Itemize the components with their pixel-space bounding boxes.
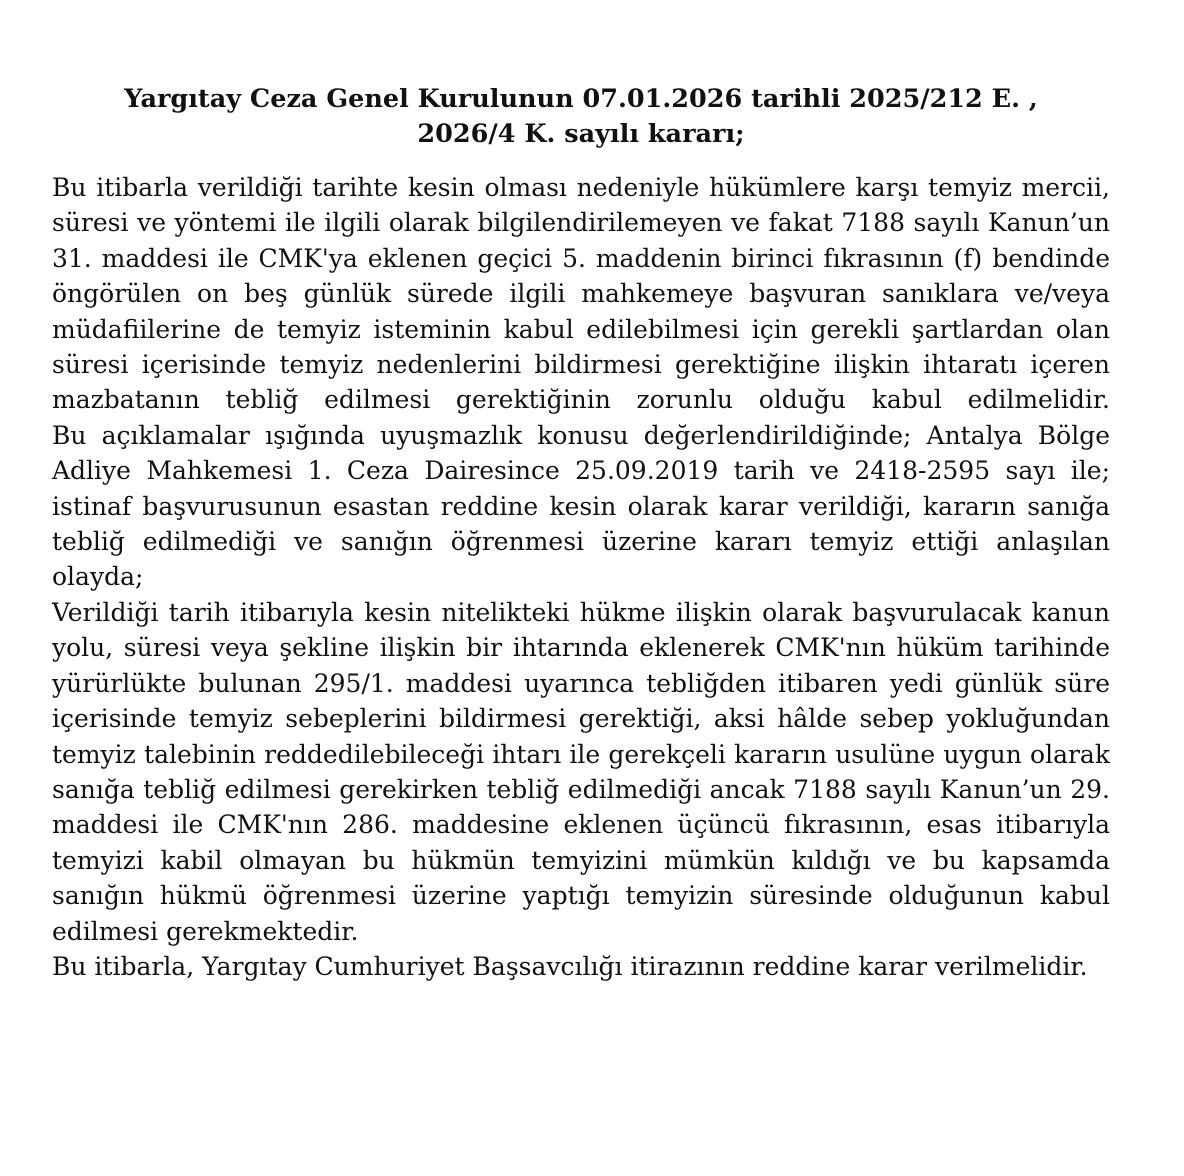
paragraph-4: Bu itibarla, Yargıtay Cumhuriyet Başsavcılığı itirazının reddine karar verilmelidir. — [52, 951, 1088, 981]
document-page — [52, 82, 1110, 984]
paragraph-1: Bu itibarla verildiği tarihte kesin olması nedeniyle hükümlere karşı temyiz mercii, süresi ve yöntemi ile ilgili olarak bilgilendirilemeyen ve fakat 7188 sayılı Kanun’un 31. maddesi ile CMK'ya eklenen geçici 5. maddenin birinci fıkrasının (f) bendinde öngörülen on beş günlük sürede ilgili mahkemeye başvuran sanıklara ve/veya müdafiilerine de temyiz isteminin kabul edilebilmesi için gerekli şartlardan olan süresi içerisinde temyiz nedenlerini bildirmesi gerektiğine ilişkin ihtaratı içeren mazbatanın tebliğ edilmesi gerektiğinin zorunlu olduğu kabul edilmelidir. — [52, 173, 1110, 415]
title-line-2: 2026/4 K. sayılı kararı; — [417, 119, 745, 149]
paragraph-2: Bu açıklamalar ışığında uyuşmazlık konusu değerlendirildiğinde; Antalya Bölge Adliye Mahkemesi 1. Ceza Dairesince 25.09.2019 tarih ve 2418-2595 sayı ile; istinaf başvurusunun esastan reddine kesin olarak karar verildiği, kararın sanığa tebliğ edilmediği ve sanığın öğrenmesi üzerine kararı temyiz ettiği anlaşılan olayda; — [52, 420, 1110, 592]
document-title — [52, 82, 1110, 152]
title-line-1: Yargıtay Ceza Genel Kurulunun 07.01.2026 tarihli 2025/212 E. , — [124, 84, 1038, 114]
paragraph-3: Verildiği tarih itibarıyla kesin nitelikteki hükme ilişkin olarak başvurulacak kanun yolu, süresi veya şekline ilişkin bir ihtarında eklenerek CMK'nın hüküm tarihinde yürürlükte bulunan 295/1. maddesi uyarınca tebliğden itibaren yedi günlük süre içerisinde temyiz sebeplerini bildirmesi gerektiği, aksi hâlde sebep yokluğundan temyiz talebinin reddedilebileceği ihtarı ile gerekçeli kararın usulüne uygun olarak sanığa tebliğ edilmesi gerekirken tebliğ edilmediği ancak 7188 sayılı Kanun’un 29. maddesi ile CMK'nın 286. maddesine eklenen üçüncü fıkrasının, esas itibarıyla temyizi kabil olmayan bu hükmün temyizini mümkün kıldığı ve bu kapsamda sanığın hükmü öğrenmesi üzerine yaptığı temyizin süresinde olduğunun kabul edilmesi gerekmektedir. — [52, 597, 1110, 946]
document-body — [52, 170, 1110, 984]
